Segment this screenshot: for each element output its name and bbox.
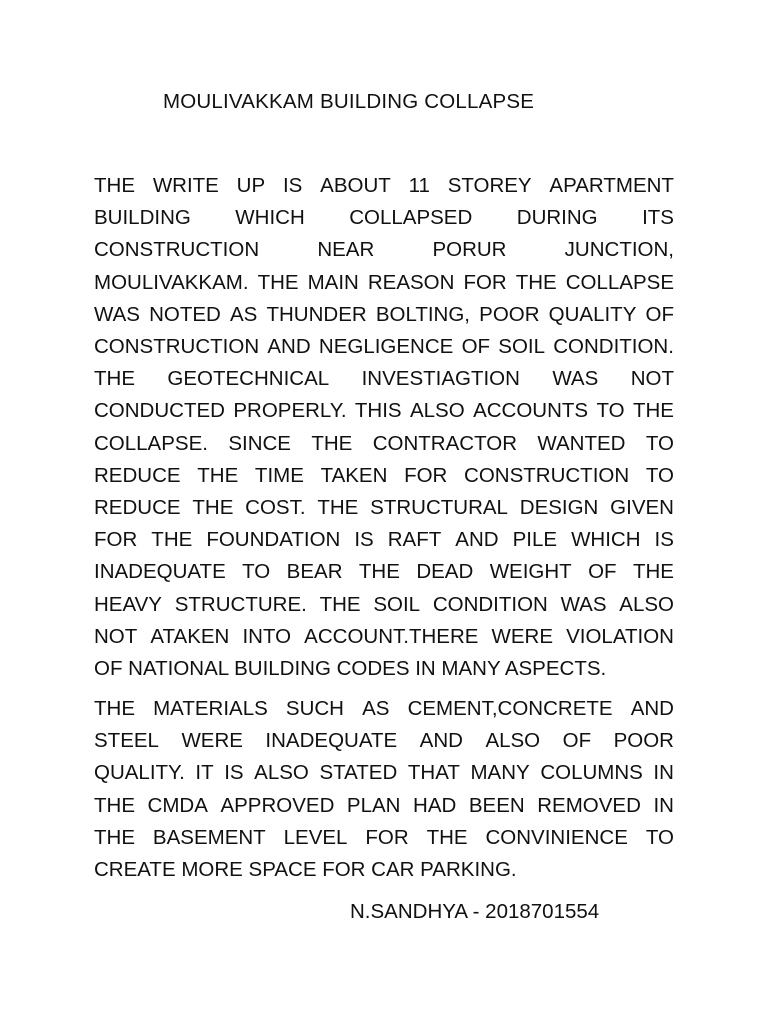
text-line: MOULIVAKKAM. THE MAIN REASON FOR THE COLLAPSE xyxy=(94,270,674,294)
text-line: THE MATERIALS SUCH AS CEMENT,CONCRETE AND xyxy=(94,697,674,720)
text-line: BUILDING WHICH COLLAPSED DURING ITS xyxy=(94,206,674,230)
text-line: CONSTRUCTION NEAR PORUR JUNCTION, xyxy=(94,238,674,262)
text-line: THE CMDA APPROVED PLAN HAD BEEN REMOVED IN xyxy=(94,793,674,817)
text-line: WAS NOTED AS THUNDER BOLTING, POOR QUALITY OF xyxy=(94,302,674,326)
text-line: CONDUCTED PROPERLY. THIS ALSO ACCOUNTS TO THE xyxy=(94,399,674,423)
text-line: INADEQUATE TO BEAR THE DEAD WEIGHT OF THE xyxy=(94,560,674,584)
author-signature: N.SANDHYA - 2018701554 xyxy=(350,900,600,923)
text-line: FOR THE FOUNDATION IS RAFT AND PILE WHICH IS xyxy=(94,528,674,552)
text-line: COLLAPSE. SINCE THE CONTRACTOR WANTED TO xyxy=(94,431,674,455)
text-line: QUALITY. IT IS ALSO STATED THAT MANY COLUMNS IN xyxy=(94,761,674,785)
text-line: NOT ATAKEN INTO ACCOUNT.THERE WERE VIOLATION xyxy=(94,624,674,648)
text-line: REDUCE THE TIME TAKEN FOR CONSTRUCTION TO xyxy=(94,463,674,487)
text-line: THE WRITE UP IS ABOUT 11 STOREY APARTMENT xyxy=(94,174,674,197)
text-line: CREATE MORE SPACE FOR CAR PARKING. xyxy=(94,858,517,881)
text-line: THE GEOTECHNICAL INVESTIAGTION WAS NOT xyxy=(94,367,674,391)
text-line: STEEL WERE INADEQUATE AND ALSO OF POOR xyxy=(94,729,674,753)
text-line: OF NATIONAL BUILDING CODES IN MANY ASPECTS. xyxy=(94,657,607,680)
text-line: HEAVY STRUCTURE. THE SOIL CONDITION WAS ALSO xyxy=(94,592,674,616)
text-line: THE BASEMENT LEVEL FOR THE CONVINIENCE TO xyxy=(94,825,674,849)
text-line: CONSTRUCTION AND NEGLIGENCE OF SOIL CONDITION. xyxy=(94,335,674,358)
document-title: MOULIVAKKAM BUILDING COLLAPSE xyxy=(163,90,535,113)
text-line: REDUCE THE COST. THE STRUCTURAL DESIGN GIVEN xyxy=(94,496,674,519)
